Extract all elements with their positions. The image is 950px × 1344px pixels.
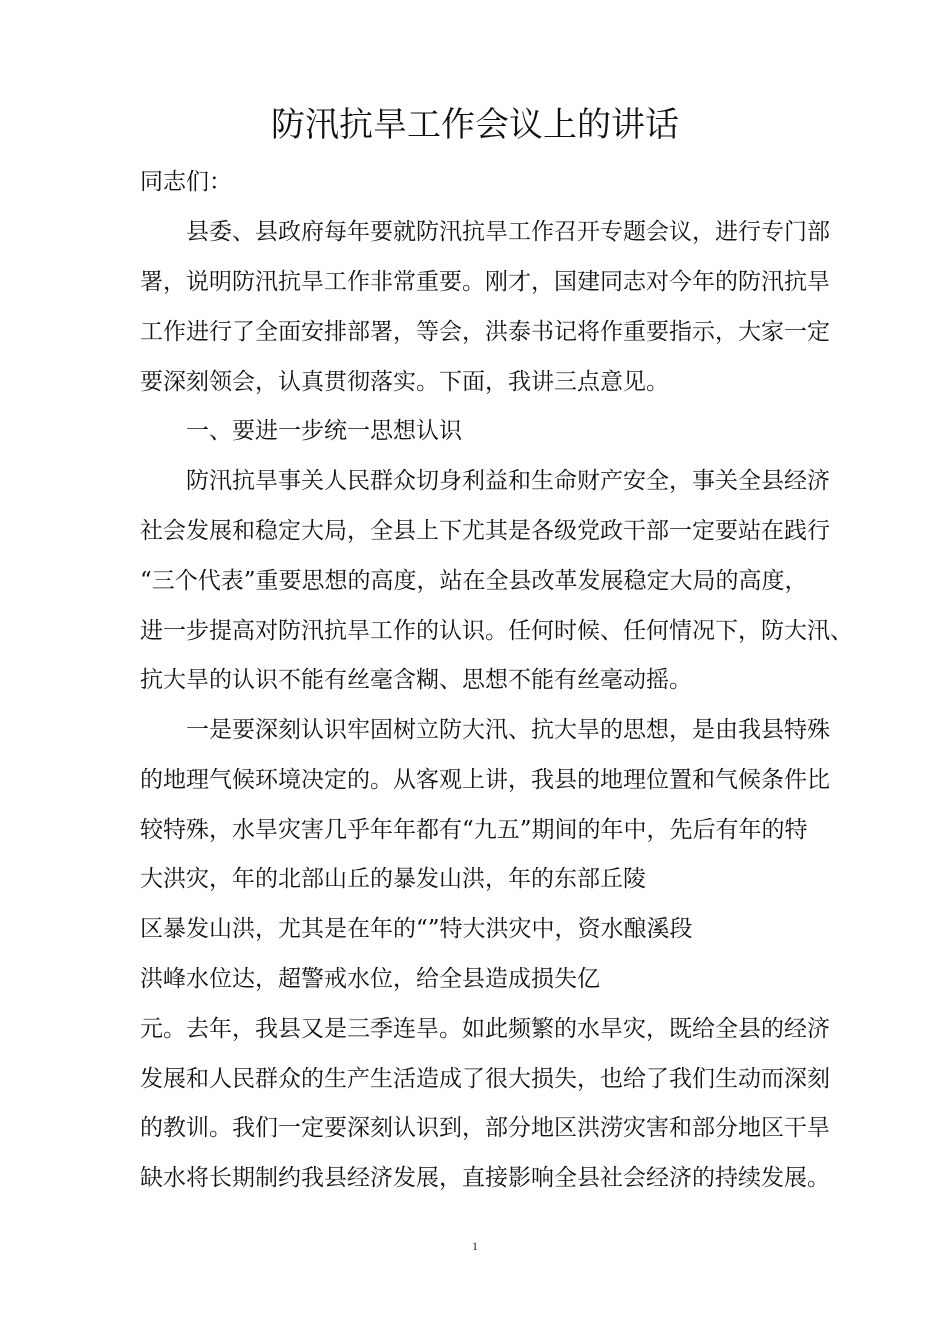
document-title: 防汛抗旱工作会议上的讲话 [271, 105, 679, 145]
paragraph-line: 发展和人民群众的生产生活造成了很大损失，也给了我们生动而深刻 [140, 1066, 830, 1092]
salutation: 同志们： [140, 169, 232, 195]
page-number: 1 [472, 1239, 478, 1253]
paragraph-line: 防汛抗旱事关人民群众切身利益和生命财产安全，事关全县经济 [186, 468, 830, 494]
paragraph-line: 的教训。我们一定要深刻认识到，部分地区洪涝灾害和部分地区干旱 [140, 1115, 830, 1141]
paragraph-line: 大洪灾，年的北部山丘的暴发山洪，年的东部丘陵 [140, 866, 646, 892]
paragraph-line: 抗大旱的认识不能有丝毫含糊、思想不能有丝毫动摇。 [140, 667, 692, 693]
paragraph-line: 元。去年，我县又是三季连旱。如此频繁的水旱灾，既给全县的经济 [140, 1016, 830, 1042]
paragraph-line: 一是要深刻认识牢固树立防大汛、抗大旱的思想，是由我县特殊 [186, 717, 830, 743]
paragraph-line: 要深刻领会，认真贯彻落实。下面，我讲三点意见。 [140, 369, 669, 395]
paragraph-line: 县委、县政府每年要就防汛抗旱工作召开专题会议，进行专门部 [186, 219, 830, 245]
paragraph-line: 较特殊，水旱灾害几乎年年都有“九五”期间的年中，先后有年的特 [140, 817, 808, 843]
paragraph-line: “三个代表”重要思想的高度，站在全县改革发展稳定大局的高度， [140, 568, 808, 594]
paragraph-line: 进一步提高对防汛抗旱工作的认识。任何时候、任何情况下，防大汛、 [140, 618, 853, 644]
paragraph-line: 区暴发山洪，尤其是在年的“”特大洪灾中，资水酿溪段 [140, 916, 693, 942]
paragraph-line: 工作进行了全面安排部署，等会，洪泰书记将作重要指示，大家一定 [140, 319, 830, 345]
section-heading: 一、要进一步统一思想认识 [186, 418, 462, 444]
paragraph-line: 社会发展和稳定大局，全县上下尤其是各级党政干部一定要站在践行 [140, 518, 830, 544]
paragraph-line: 缺水将长期制约我县经济发展，直接影响全县社会经济的持续发展。 [140, 1165, 830, 1191]
paragraph-line: 的地理气候环境决定的。从客观上讲，我县的地理位置和气候条件比 [140, 767, 830, 793]
paragraph-line: 署，说明防汛抗旱工作非常重要。刚才，国建同志对今年的防汛抗旱 [140, 269, 830, 295]
paragraph-line: 洪峰水位达，超警戒水位，给全县造成损失亿 [140, 966, 600, 992]
